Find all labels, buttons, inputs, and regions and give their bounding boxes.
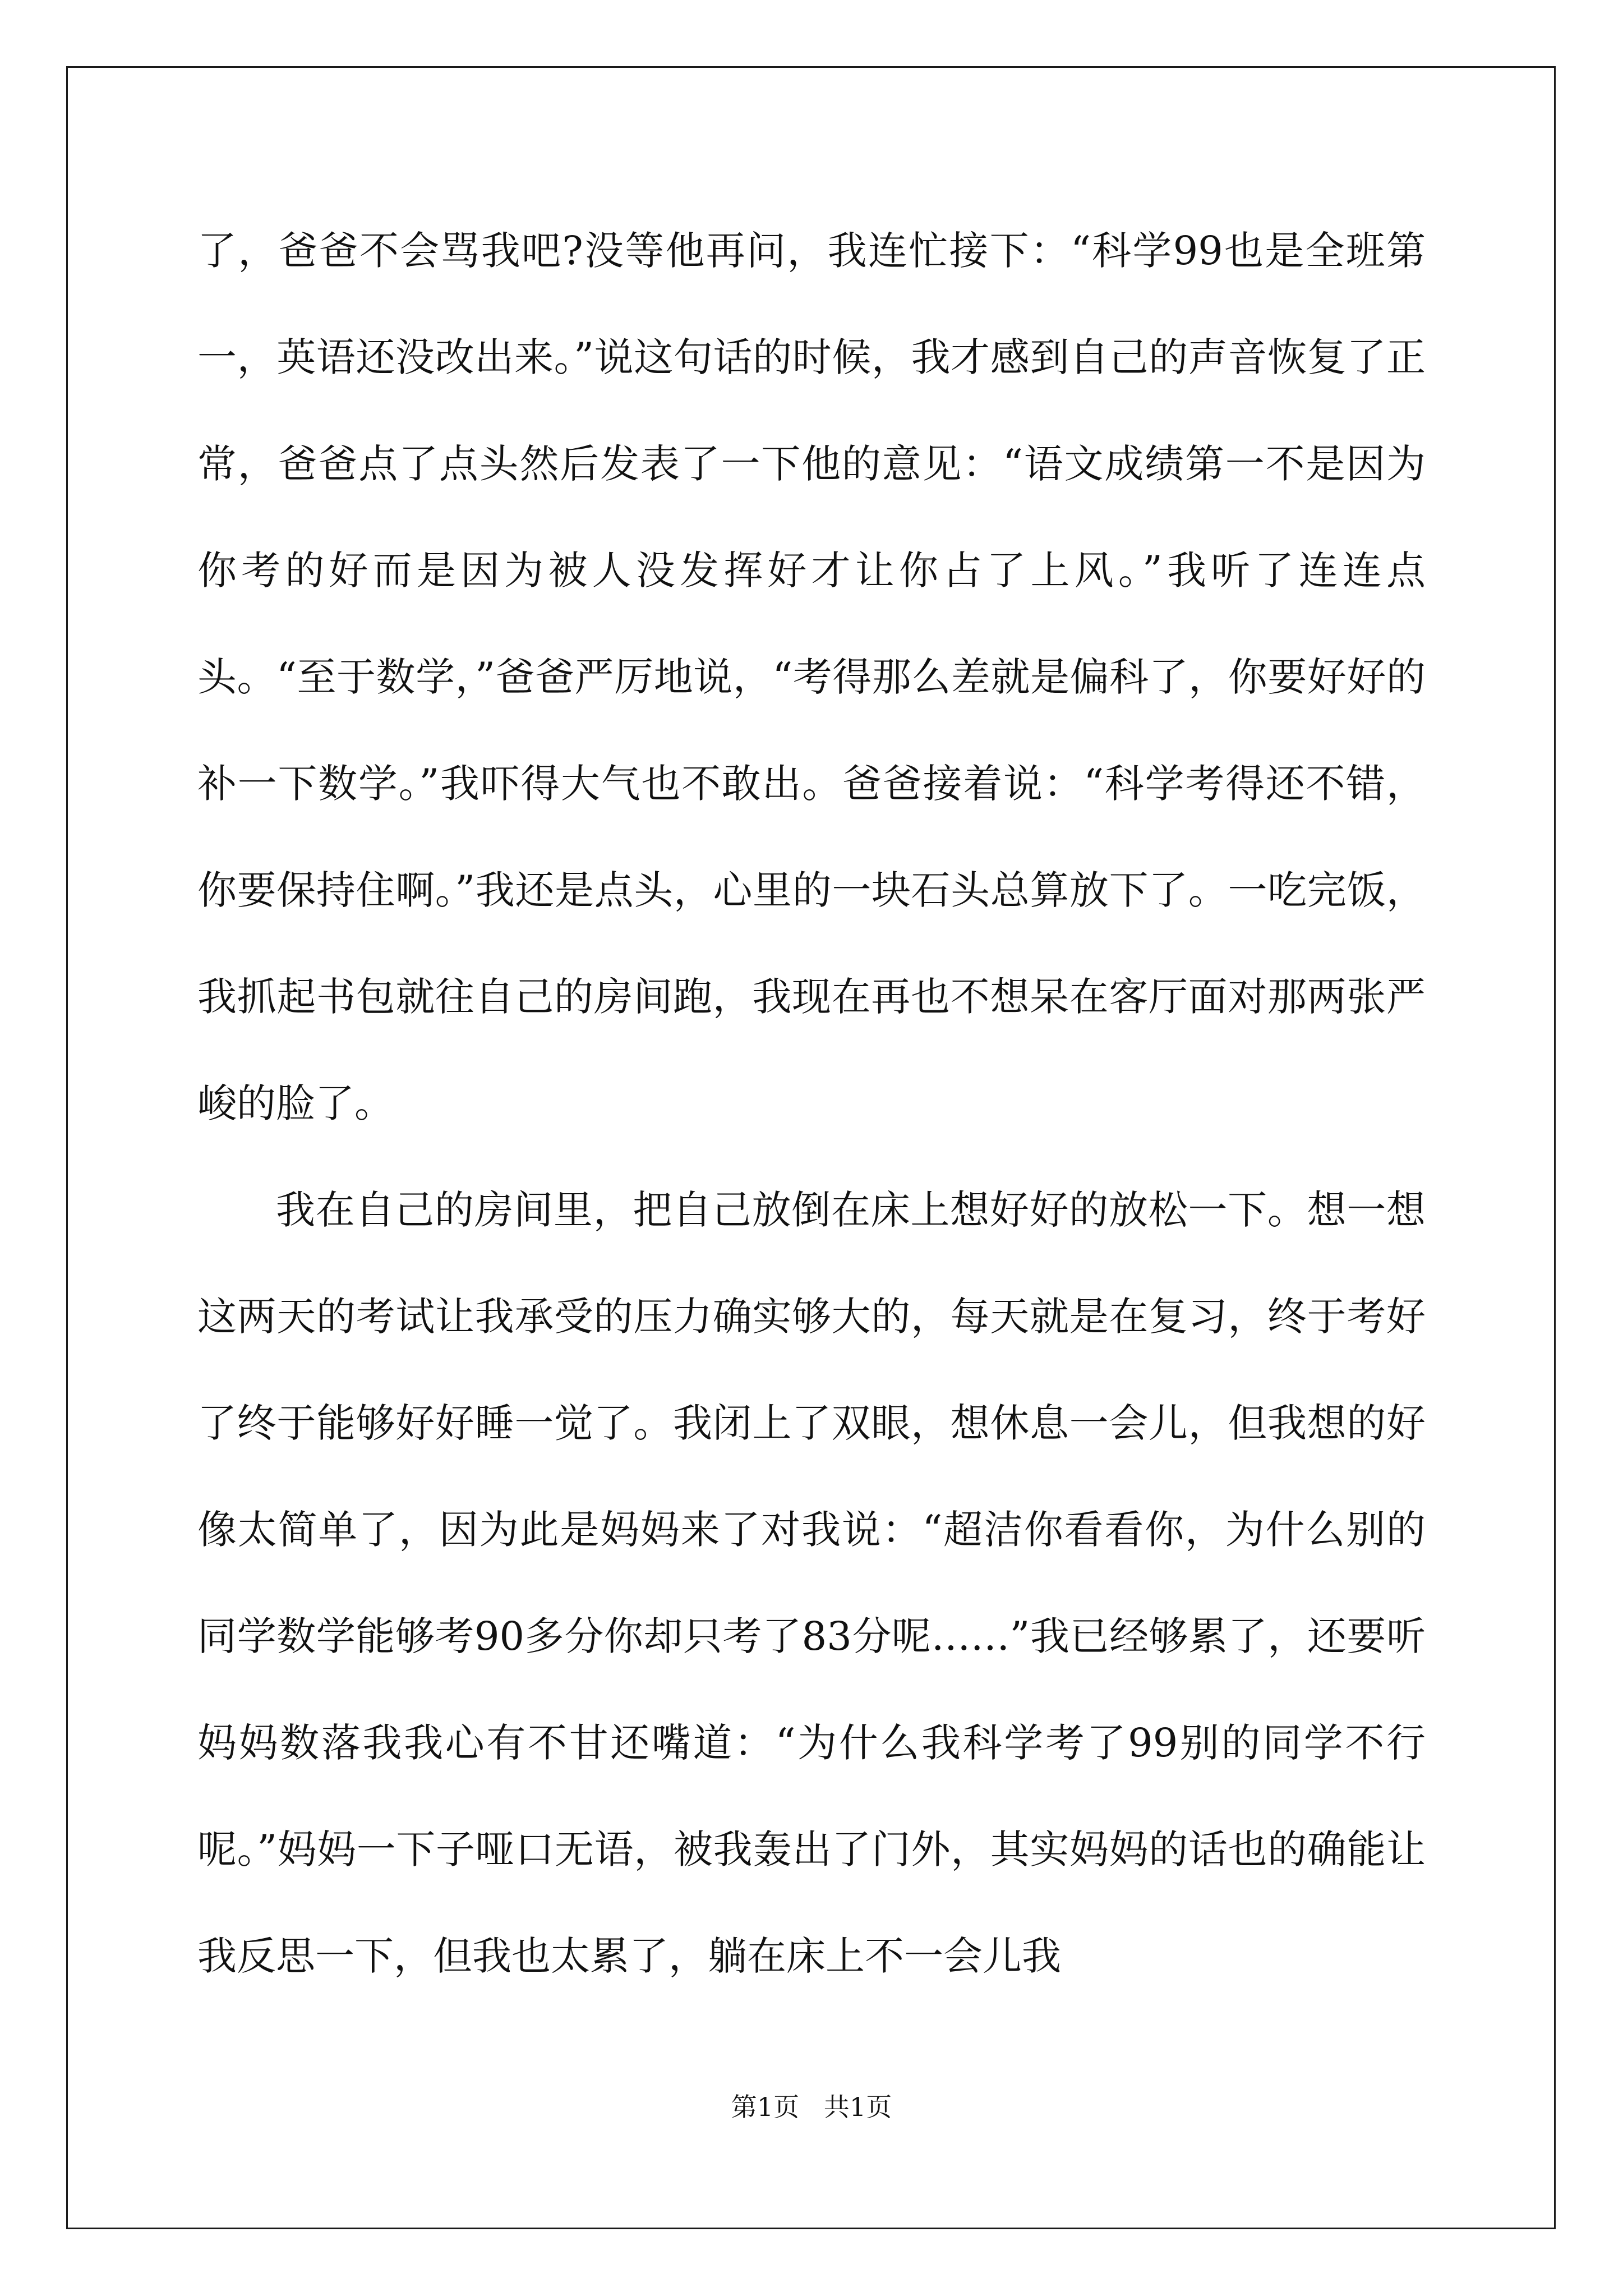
document-body bbox=[197, 197, 1426, 2009]
paragraph-2: 我在自己的房间里，把自己放倒在床上想好好的放松一下。想一想这两天的考试让我承受的压力确实够大的，每天就是在复习，终于考好了终于能够好好睡一觉了。我闭上了双眼，想休息一会儿，但我想的好像太简单了，因为此是妈妈来了对我说：“超洁你看看你，为什么别的同学数学能够考90多分你却只考了83分呢……”我已经够累了，还要听妈妈数落我我心有不甘还嘴道：“为什么我科学考了99别的同学不行呢。”妈妈一下子哑口无语，被我轰出了门外，其实妈妈的话也的确能让我反思一下，但我也太累了，躺在床上不一会儿我 bbox=[197, 1187, 1426, 1979]
page-footer: 第1页 共1页 bbox=[731, 2092, 892, 2122]
paragraph-1: 了，爸爸不会骂我吧?没等他再问，我连忙接下：“科学99也是全班第一，英语还没改出来。”说这句话的时候，我才感到自己的声音恢复了正常，爸爸点了点头然后发表了一下他的意见：“语文成绩第一不是因为你考的好而是因为被人没发挥好才让你占了上风。”我听了连连点头。“至于数学，”爸爸严厉地说，“考得那么差就是偏科了，你要好好的补一下数学。”我吓得大气也不敢出。爸爸接着说：“科学考得还不错，你要保持住啊。”我还是点头，心里的一块石头总算放下了。一吃完饭，我抓起书包就往自己的房间跑，我现在再也不想呆在客厅面对那两张严峻的脸了。 bbox=[197, 228, 1426, 1126]
